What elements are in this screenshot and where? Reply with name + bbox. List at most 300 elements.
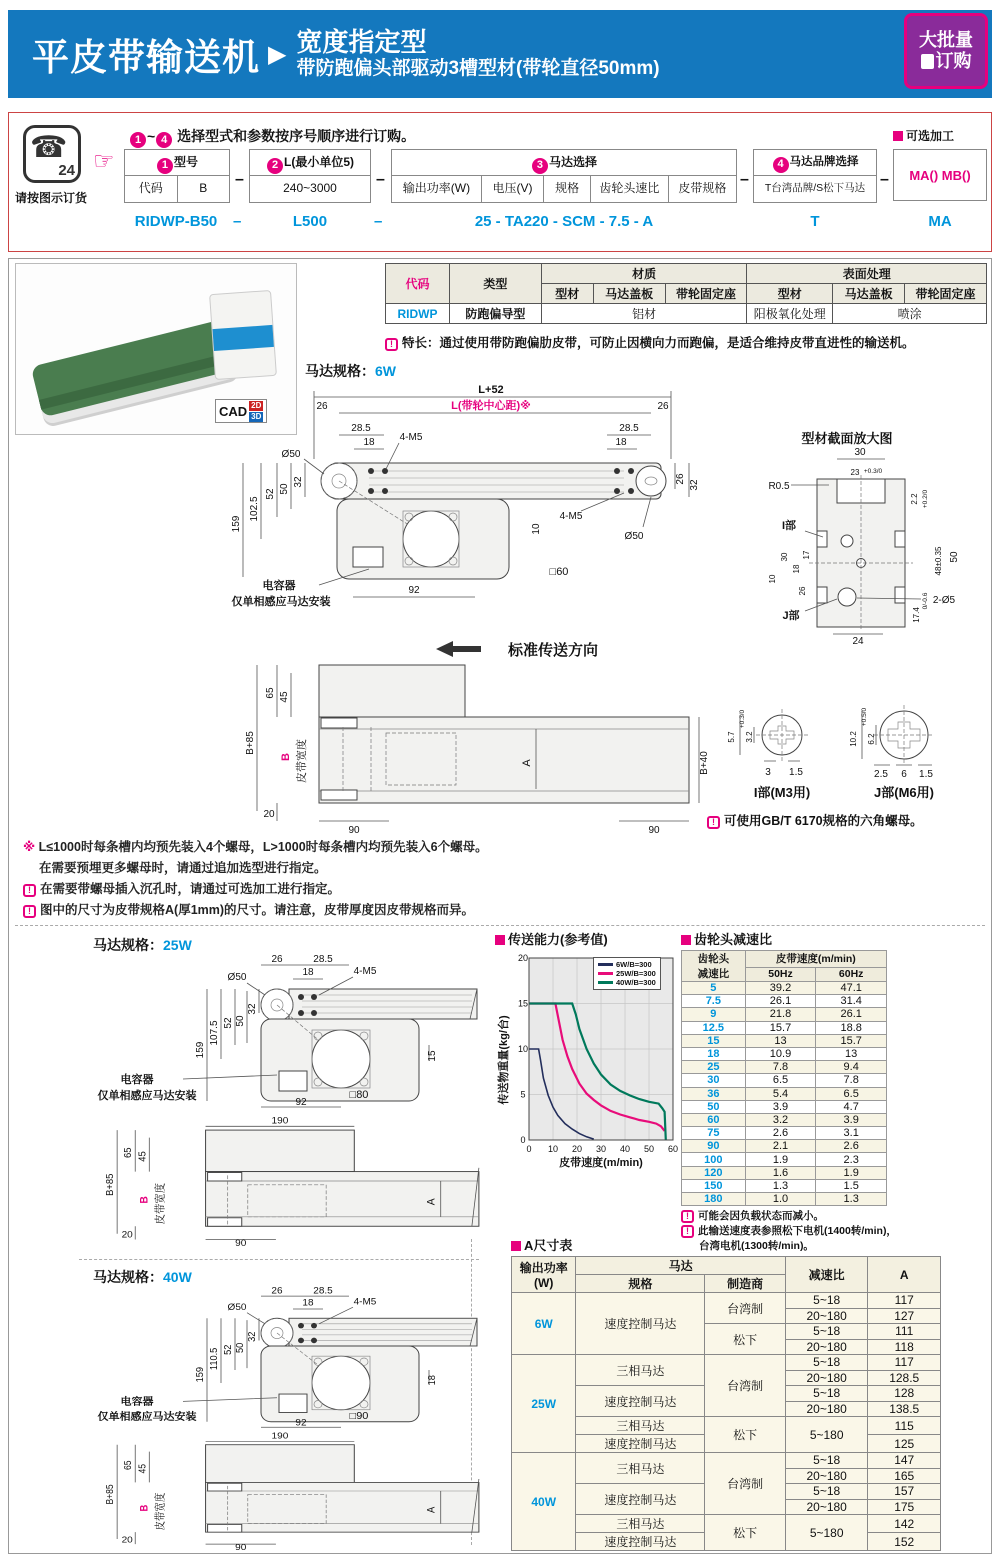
- note-icon: !: [681, 1225, 694, 1238]
- table-cell: 5~18: [785, 1293, 868, 1309]
- conveyor-belt-image: [31, 319, 238, 418]
- note-icon: !: [385, 338, 398, 351]
- table-cell: 15.7: [745, 1021, 816, 1034]
- svg-text:0: 0: [526, 1144, 532, 1154]
- dim-label: 30: [780, 552, 789, 562]
- dim-label: 50: [279, 483, 290, 495]
- ordering-instruction: [129, 126, 415, 148]
- section-divider: [79, 1259, 479, 1260]
- dim-label: 32: [689, 479, 700, 491]
- dim-label: 48±0.35: [934, 546, 943, 576]
- table-cell: 带轮固定座: [905, 284, 987, 304]
- a-dimension-table: [511, 1256, 941, 1551]
- svg-text:10: 10: [517, 1044, 529, 1054]
- dim-label: 4-M5: [353, 1296, 377, 1308]
- cad-2d-badge: 2D: [251, 400, 262, 410]
- hand-pointer-icon: ☞: [93, 148, 115, 175]
- table-cell: 3.9: [745, 1100, 816, 1113]
- table-row: [512, 1293, 941, 1309]
- note-line: [23, 837, 488, 858]
- table-cell: 20~180: [785, 1339, 868, 1355]
- dim-label: 皮带宽度: [154, 1492, 167, 1531]
- table-cell: 138.5: [868, 1401, 941, 1417]
- drawing-40w-top: [87, 1431, 499, 1551]
- code-label: 代码: [125, 176, 178, 202]
- table-cell: 1.3: [745, 1179, 816, 1192]
- model-group: [124, 149, 230, 203]
- table-cell: 47.1: [816, 982, 887, 995]
- table-cell: 20~180: [785, 1401, 868, 1417]
- dim-label: 23: [850, 468, 860, 477]
- table-cell: 5~18: [785, 1355, 868, 1371]
- svg-text:60: 60: [667, 1144, 679, 1154]
- dim-label: 4-M5: [559, 511, 583, 522]
- dim-label: 24: [852, 636, 864, 647]
- length-range[interactable]: 240~3000: [283, 181, 337, 195]
- table-cell: 齿轮头: [697, 953, 730, 965]
- dim-label: A: [425, 1198, 438, 1206]
- motor-spec-value: 25W: [163, 937, 192, 953]
- subtitle-type: 宽度指定型: [296, 27, 427, 58]
- table-cell: 50Hz: [745, 967, 816, 981]
- dim-label: B+85: [245, 731, 256, 755]
- note-icon: !: [707, 816, 720, 829]
- dim-label: 6: [901, 769, 907, 780]
- capacitor-label: 电容器: [120, 1074, 154, 1086]
- dim-label: 45: [137, 1151, 149, 1162]
- dim-label: □60: [549, 566, 569, 578]
- table-cell: 40W: [512, 1453, 576, 1551]
- table-cell: 铝材: [541, 304, 747, 324]
- table-cell: 118: [868, 1339, 941, 1355]
- motor-col-voltage[interactable]: 电压(V): [482, 176, 544, 202]
- table-cell: 115: [868, 1417, 941, 1435]
- table-cell: 3.9: [816, 1113, 887, 1126]
- dim-label: 2-Ø5: [932, 595, 956, 606]
- dim-label: Ø50: [227, 972, 247, 983]
- table-row: [682, 1140, 887, 1153]
- dim-label: B: [138, 1504, 151, 1512]
- note-icon: !: [681, 1210, 694, 1223]
- svg-text:5: 5: [520, 1089, 526, 1100]
- dim-label: B: [280, 753, 292, 761]
- dim-label: 90: [235, 1238, 247, 1249]
- dim-label: A: [426, 1506, 438, 1514]
- table-cell: 台湾制: [705, 1453, 786, 1515]
- table-cell: 125: [868, 1435, 941, 1453]
- dim-label: 20: [121, 1229, 133, 1241]
- instruction-text: 选择型式和参数按序号顺序进行订购。: [177, 128, 416, 144]
- y-axis-ticks: [518, 953, 528, 1145]
- dim-label: 159: [231, 515, 242, 533]
- direction-label: 标准传送方向: [507, 642, 599, 659]
- table-cell: 材质: [541, 264, 747, 284]
- chart-legend: [593, 957, 661, 990]
- series-swatch: [598, 981, 613, 984]
- motor-spec-6w: [305, 361, 396, 381]
- square-icon: [893, 131, 903, 141]
- dim-label: 90: [348, 825, 360, 836]
- group4-badge: 4: [773, 157, 789, 173]
- table-cell: 15: [682, 1034, 746, 1047]
- table-cell: 台湾制: [705, 1355, 786, 1417]
- dim-label: 26: [316, 401, 328, 412]
- table-cell: 松下: [705, 1515, 786, 1551]
- table-cell: 减速比: [785, 1257, 868, 1293]
- table-cell: 松下: [705, 1417, 786, 1453]
- y-axis-label: 传送物重量(kg/台): [498, 1015, 510, 1105]
- dim-label: 18: [426, 1375, 439, 1386]
- legend-item: [598, 969, 656, 978]
- section-title: 型材截面放大图: [801, 431, 893, 446]
- table-row: [512, 1355, 941, 1371]
- table-cell: 20~180: [785, 1468, 868, 1484]
- table-cell: 减速比: [697, 968, 730, 980]
- capacity-chart: [495, 929, 687, 1177]
- dim-label: 6.2: [867, 733, 876, 745]
- dim-label: 32: [246, 1331, 259, 1342]
- gear-title-text: 齿轮头减速比: [694, 932, 773, 947]
- dim-label: 45: [136, 1463, 148, 1474]
- optional-machining[interactable]: MA() MB(): [893, 149, 987, 201]
- series-swatch: [598, 972, 613, 975]
- table-row: [512, 1257, 941, 1275]
- chart-title-text: 传送能力(参考值): [508, 932, 608, 947]
- series-swatch: [598, 963, 613, 966]
- table-cell: 3.1: [816, 1127, 887, 1140]
- table-row: [386, 264, 987, 284]
- gear-ratio-table: [681, 950, 887, 1206]
- dim-label: □90: [349, 1410, 369, 1422]
- motor-spec-label: 马达规格：: [93, 937, 163, 953]
- table-row: [512, 1453, 941, 1469]
- dim-label: 皮带宽度: [154, 1182, 167, 1225]
- motor-unit-image: [209, 290, 277, 380]
- table-cell: 2.6: [816, 1140, 887, 1153]
- dim-label: 2.5: [874, 769, 888, 780]
- table-row: [682, 1087, 887, 1100]
- table-row: [682, 1153, 887, 1166]
- bulk-order-icon: [921, 54, 934, 69]
- table-cell: 喷涂: [833, 304, 987, 324]
- table-cell: 4.7: [816, 1100, 887, 1113]
- note-text: 此输送速度表参照松下电机(1400转/min)，: [698, 1225, 897, 1238]
- table-cell: 速度控制马达: [576, 1533, 705, 1551]
- drawing-40w-head: [87, 1285, 499, 1431]
- dim-label: 18: [615, 437, 627, 448]
- table-cell: 13: [745, 1034, 816, 1047]
- note-text: 台湾电机(1300转/min)。: [699, 1240, 814, 1253]
- cad-3d-badge: 3D: [251, 411, 262, 421]
- table-cell: 147: [868, 1453, 941, 1469]
- dim-label: 159: [194, 1366, 207, 1383]
- notes-block: [23, 837, 488, 921]
- square-icon: [495, 935, 505, 945]
- note-icon: !: [23, 905, 36, 918]
- cad-label: CAD: [219, 403, 248, 419]
- motor-group: [391, 149, 737, 203]
- dim-label: □80: [349, 1089, 369, 1101]
- dim-label: 159: [195, 1041, 206, 1059]
- section-divider: [15, 925, 985, 926]
- motor-spec-label: 马达规格：: [305, 363, 375, 379]
- table-cell: 马达盖板: [833, 284, 905, 304]
- table-cell: 7.8: [816, 1074, 887, 1087]
- motor-spec-value: 6W: [375, 363, 396, 379]
- dash: –: [235, 171, 244, 188]
- table-cell: 150: [682, 1179, 746, 1192]
- tilde: ~: [147, 128, 156, 144]
- group3-badge: 3: [532, 158, 548, 174]
- table-cell: 5~18: [785, 1386, 868, 1402]
- dim-label: 1.5: [919, 769, 933, 780]
- table-cell: 三相马达: [576, 1453, 705, 1484]
- phone-order-label: 请按图示订货: [15, 191, 88, 205]
- legend-item: [598, 978, 656, 987]
- group3-title: 马达选择: [548, 155, 597, 169]
- step-1-badge: 1: [130, 132, 146, 148]
- dim-label: 45: [279, 691, 290, 703]
- table-row: [682, 1061, 887, 1074]
- a-title-text: A尺寸表: [524, 1238, 573, 1253]
- svg-text:20: 20: [517, 953, 529, 963]
- dim-label: 1.5: [789, 767, 803, 778]
- drawing-25w-head: [87, 953, 499, 1111]
- feature-label: 特长：: [402, 336, 440, 350]
- dim-label: B+85: [104, 1484, 116, 1505]
- table-row: [682, 1113, 887, 1126]
- motor-col-spec[interactable]: 规格: [544, 176, 591, 202]
- table-cell: 165: [868, 1468, 941, 1484]
- table-cell: 5~18: [785, 1484, 868, 1500]
- motor-col-power[interactable]: 输出功率(W): [392, 176, 482, 202]
- table-cell: 1.9: [816, 1166, 887, 1179]
- group2-title: L(最小单位5): [284, 155, 354, 169]
- table-cell: 2.6: [745, 1127, 816, 1140]
- table-cell: 规格: [576, 1275, 705, 1293]
- square-icon: [681, 935, 691, 945]
- table-cell: 12.5: [682, 1021, 746, 1034]
- table-cell: 128: [868, 1386, 941, 1402]
- capacitor-label: 电容器: [120, 1396, 154, 1409]
- table-cell: 台湾制: [705, 1293, 786, 1324]
- drawing-slot-details: [704, 657, 989, 807]
- table-cell: 速度控制马达: [576, 1484, 705, 1515]
- note-text: 在需要预埋更多螺母时，请通过追加选型进行指定。: [39, 861, 327, 875]
- badge-line2: 订购: [935, 50, 972, 71]
- table-cell: 5.4: [745, 1087, 816, 1100]
- table-row: [682, 1021, 887, 1034]
- note-text: 可能会因负载状态而减小。: [698, 1210, 824, 1223]
- optional-title: [893, 127, 954, 144]
- capacitor-label: 电容器: [262, 580, 296, 592]
- dim-label: 4-M5: [399, 432, 423, 443]
- dim-label: 28.5: [619, 423, 639, 434]
- table-cell: 142: [868, 1515, 941, 1533]
- dim-label: 90: [648, 825, 660, 836]
- subtitle-detail: 带防跑偏头部驱动3槽型材(带轮直径50mm): [296, 58, 660, 80]
- table-cell: 速度控制马达: [576, 1435, 705, 1453]
- table-cell: 9: [682, 1008, 746, 1021]
- dim-label: 15: [427, 1050, 438, 1062]
- table-cell: 1.6: [745, 1166, 816, 1179]
- phone-order-icon: [23, 125, 81, 183]
- dim-label: 0/-0.6: [922, 592, 929, 610]
- main-content: [8, 258, 992, 1554]
- star-icon: ※: [23, 840, 36, 854]
- table-cell: 松下: [705, 1324, 786, 1355]
- dim-label: 5.7: [727, 731, 736, 743]
- x-axis-label: 皮带速度(m/min): [559, 1157, 643, 1169]
- page-subtitle: [296, 28, 659, 80]
- dash: –: [880, 171, 889, 188]
- table-cell: 26.1: [816, 1008, 887, 1021]
- feature-note: [385, 333, 991, 351]
- table-cell: 7.5: [682, 995, 746, 1008]
- dash: –: [374, 213, 383, 230]
- example-motor: 25 - TA220 - SCM - 7.5 - A: [474, 213, 654, 230]
- table-row: [386, 304, 987, 324]
- note-line: [23, 879, 488, 900]
- dash: –: [233, 213, 242, 230]
- dim-label: 20: [263, 809, 275, 820]
- dim-label: B: [138, 1196, 151, 1204]
- table-row: [682, 1127, 887, 1140]
- table-cell: 128.5: [868, 1370, 941, 1386]
- ordering-section: [8, 112, 992, 252]
- dim-label: B+85: [104, 1173, 117, 1196]
- table-row: [682, 1034, 887, 1047]
- dim-label: 18: [302, 1297, 314, 1309]
- dim-label: 65: [122, 1460, 134, 1471]
- table-row: [512, 1417, 941, 1435]
- dim-label: 50: [234, 1342, 247, 1353]
- brand-options[interactable]: T台湾品牌/S松下马达: [764, 182, 866, 194]
- table-cell: 速度控制马达: [576, 1386, 705, 1417]
- dim-label: 52: [223, 1017, 234, 1029]
- dim-label: 92: [295, 1417, 307, 1429]
- legend-label: 25W/B=300: [616, 969, 656, 978]
- legend-label: 6W/B=300: [616, 960, 652, 969]
- arrow-right-icon: ▶: [268, 40, 287, 68]
- table-row: [682, 1166, 887, 1179]
- dim-label: Ø50: [281, 449, 301, 460]
- group1-title: 型号: [173, 155, 198, 169]
- dim-label: 190: [271, 1115, 289, 1127]
- table-cell: 36: [682, 1087, 746, 1100]
- dim-label: A: [521, 759, 533, 767]
- table-cell: 3.2: [745, 1113, 816, 1126]
- dim-label: 18: [302, 967, 314, 978]
- table-cell: 175: [868, 1499, 941, 1515]
- table-cell: 2.3: [816, 1153, 887, 1166]
- motor-spec-label: 马达规格：: [93, 1269, 163, 1285]
- example-optional: MA: [928, 213, 952, 230]
- dash: –: [740, 171, 749, 188]
- dim-label: 26: [271, 1285, 283, 1297]
- table-cell: 25: [682, 1061, 746, 1074]
- table-cell: 型材: [541, 284, 593, 304]
- table-cell: 三相马达: [576, 1515, 705, 1533]
- svg-text:40: 40: [619, 1144, 631, 1154]
- gb-note-text: 可使用GB/T 6170规格的六角螺母。: [724, 814, 923, 828]
- j-slot-title: J部(M6用): [874, 785, 934, 800]
- dim-label: I部: [781, 520, 797, 532]
- table-cell: 100: [682, 1153, 746, 1166]
- table-cell: 三相马达: [576, 1355, 705, 1386]
- table-cell: 18: [682, 1047, 746, 1060]
- motor-col-belt[interactable]: 皮带规格: [678, 181, 727, 195]
- dim-label: 18: [363, 437, 375, 448]
- table-cell: 157: [868, 1484, 941, 1500]
- table-cell: 1.3: [816, 1193, 887, 1206]
- table-cell: 三相马达: [576, 1417, 705, 1435]
- table-cell: 90: [682, 1140, 746, 1153]
- motor-spec-value: 40W: [163, 1269, 192, 1285]
- dim-label: 3.2: [745, 731, 754, 743]
- table-cell: 21.8: [745, 1008, 816, 1021]
- code-value[interactable]: B: [199, 181, 208, 195]
- table-cell: 输出功率(W): [512, 1257, 576, 1293]
- a-table-title: [511, 1235, 989, 1254]
- length-group: [249, 149, 371, 203]
- table-row: [682, 1179, 887, 1192]
- svg-text:10: 10: [547, 1144, 559, 1154]
- dim-label: 17: [802, 550, 811, 560]
- dim-label: +0.5/0: [861, 707, 868, 727]
- table-cell: 20~180: [785, 1308, 868, 1324]
- table-cell: 20~180: [785, 1370, 868, 1386]
- dim-label: R0.5: [768, 481, 790, 492]
- optional-title-text: 可选加工: [906, 129, 955, 143]
- dim-label: 28.5: [313, 954, 333, 965]
- table-cell: 180: [682, 1193, 746, 1206]
- dim-label: 52: [222, 1344, 235, 1355]
- table-cell: 速度控制马达: [576, 1293, 705, 1355]
- note-text: L≤1000时每条槽内均预先装入4个螺母，L>1000时每条槽内均预先装入6个螺母。: [38, 840, 488, 854]
- dim-label: 26: [675, 473, 686, 485]
- table-cell: 30: [682, 1074, 746, 1087]
- note-text: 在需要带螺母插入沉孔时，请通过可选加工进行指定。: [40, 882, 341, 896]
- note-icon: !: [23, 884, 36, 897]
- gear-table-title: [681, 929, 981, 948]
- table-cell: 120: [682, 1166, 746, 1179]
- motor-spec-40w: [93, 1267, 192, 1287]
- group1-badge: 1: [157, 158, 173, 174]
- example-brand: T: [810, 213, 820, 230]
- drawing-25w-top: [87, 1115, 499, 1247]
- svg-text:15: 15: [517, 998, 529, 1009]
- table-row: [682, 995, 887, 1008]
- table-cell: 表面处理: [747, 264, 987, 284]
- x-axis-ticks: [526, 1144, 678, 1154]
- dim-label: 10: [531, 523, 542, 535]
- table-row: [682, 982, 887, 995]
- table-cell: 2.1: [745, 1140, 816, 1153]
- bulk-order-badge[interactable]: [904, 13, 988, 89]
- dim-label: 4-M5: [353, 966, 377, 977]
- table-cell: 6W: [512, 1293, 576, 1355]
- dim-label: 28.5: [351, 423, 371, 434]
- table-cell: 皮带速度(m/min): [745, 951, 886, 968]
- dim-label: 52: [265, 488, 276, 500]
- table-cell: 60: [682, 1113, 746, 1126]
- motor-col-ratio[interactable]: 齿轮头速比: [591, 176, 669, 202]
- dim-label: 107.5: [209, 1020, 220, 1046]
- table-cell: 马达盖板: [593, 284, 665, 304]
- i-slot-title: I部(M3用): [753, 785, 811, 800]
- svg-text:30: 30: [595, 1144, 607, 1154]
